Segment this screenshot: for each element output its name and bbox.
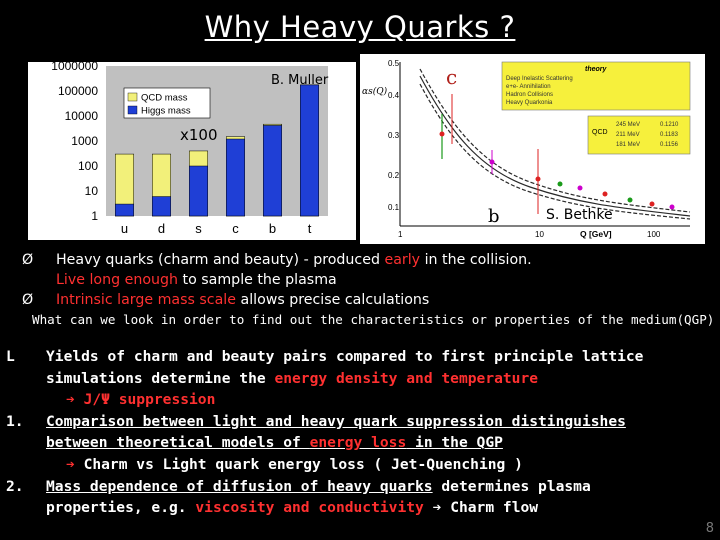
probe-list [6,346,706,519]
theory-legend-item: Heavy Quarkonia [506,100,553,106]
x-axis-label: Q [GeV] [580,229,612,239]
legend-label-qcd: QCD mass [141,92,188,104]
list-text: Comparison between light and heavy quark suppression distinguishes [46,412,626,430]
y-tick-label: 0.1 [388,203,400,212]
bar-higgs-mass [300,85,319,216]
bethke-credit: S. Bethke [546,207,613,223]
legend-swatch-qcd [128,93,137,101]
y-tick-label: 0.4 [388,91,400,100]
bullet-arrow-icon: Ø [22,252,34,268]
y-tick-label: 1000 [71,134,98,148]
bullet-heavy-quarks [22,250,712,270]
highlight-energy-loss: energy loss [309,434,407,452]
y-tick-label: 1 [91,209,98,223]
x-tick-label: 1 [398,230,403,239]
highlight-live-long: Live long enough [56,272,179,288]
right-arrow-icon: ➔ [432,499,451,517]
muller-credit: B. Muller [271,73,329,88]
list-subpoint: ➔ J/Ψ suppression [66,391,216,409]
y-tick-label: 100 [77,159,98,173]
sad-face-icon: L [6,348,15,365]
list-continuation: properties, e.g. viscosity and conductivity ➔ Charm flow [46,499,539,517]
bullet-text: to sample the plasma [178,272,337,288]
bullet-mass-scale [22,290,712,310]
y-tick-label: 0.3 [388,131,400,140]
list-item: 2. Mass dependence of diffusion of heavy quarks determines plasma [6,476,706,498]
qcd-legend-line: 211 MeV [616,132,640,138]
x-tick-label: 100 [647,230,661,239]
alpha-s-svg [360,54,705,244]
right-arrow-icon: ➔ [66,455,84,473]
legend-label-higgs: Higgs mass [141,105,191,117]
alpha-value: 0.1183 [660,132,678,138]
qcd-legend-line: 245 MeV [616,122,641,128]
alpha-value: 0.1156 [660,142,678,148]
bar-higgs-mass [263,125,282,216]
bullet-text: in the collision. [420,252,532,268]
bullet-subline [22,270,712,290]
theory-legend-item: e+e- Annihilation [506,84,551,90]
list-number: 2. [6,477,24,495]
theory-legend-item: Deep Inelastic Scattering [506,76,573,82]
page-number: 8 [705,521,714,536]
alpha-s-plot [360,54,705,244]
question-line: What can we look in order to find out the characteristics or properties of the medium(QGP) [32,312,715,327]
alpha-value: 0.1210 [660,122,679,128]
charm-marker-label: c [446,65,458,89]
x-tick-label: c [232,221,239,236]
x100-annotation: x100 [180,126,218,144]
y-tick-label: 1000000 [51,62,98,73]
mass-chart-svg [28,62,356,240]
highlight-early: early [384,252,421,268]
bullet-text: allows precise calculations [235,292,430,308]
beauty-marker-label: b [488,206,500,227]
list-text: Mass dependence of diffusion of heavy quarks [46,477,433,495]
list-text: Yields of charm and beauty pairs compared to first principle lattice [46,348,644,365]
legend-swatch-higgs [128,106,137,114]
highlight-mass-scale: Intrinsic large mass scale [56,292,236,308]
highlight-energy-density: energy density and temperature [274,369,539,387]
qcd-legend-label: QCD [592,129,608,136]
x-tick-label: t [307,221,312,236]
intro-bullets [22,250,712,310]
list-subpoint: ➔ Charm vs Light quark energy loss ( Jet-Quenching ) [66,455,523,473]
list-continuation: between theoretical models of energy loss in the QGP [46,434,503,452]
right-arrow-icon: ➔ [66,391,84,409]
x-tick-label: u [120,221,129,236]
y-tick-label: 0.5 [388,59,400,68]
x-tick-label: 10 [535,230,544,239]
bar-higgs-mass [115,204,134,216]
y-tick-label: 10000 [64,109,98,123]
highlight-viscosity: viscosity and conductivity [195,499,424,517]
y-tick-label: 10 [84,184,98,198]
bullet-text: Heavy quarks (charm and beauty) - produced [56,252,385,268]
y-tick-label: 0.2 [388,171,400,180]
list-continuation: simulations determine the energy density and temperature [46,369,539,387]
bullet-arrow-icon: Ø [22,292,34,308]
x-tick-label: b [268,221,277,236]
bar-higgs-mass [152,197,171,216]
list-item [6,346,706,368]
bar-higgs-mass [226,139,245,216]
y-axis-label: αs(Q) [362,87,388,97]
theory-legend-title: theory [585,66,607,73]
x-tick-label: d [157,221,166,236]
theory-legend-item: Hadron Collisions [506,92,554,98]
qcd-legend-line: 181 MeV [616,142,641,148]
bar-higgs-mass [189,166,208,216]
slide-title: Why Heavy Quarks ? [204,10,516,44]
quark-mass-chart [28,62,356,240]
list-number: 1. [6,412,24,430]
x-tick-label: s [195,221,202,236]
list-item [6,411,706,433]
y-tick-label: 100000 [57,84,98,98]
